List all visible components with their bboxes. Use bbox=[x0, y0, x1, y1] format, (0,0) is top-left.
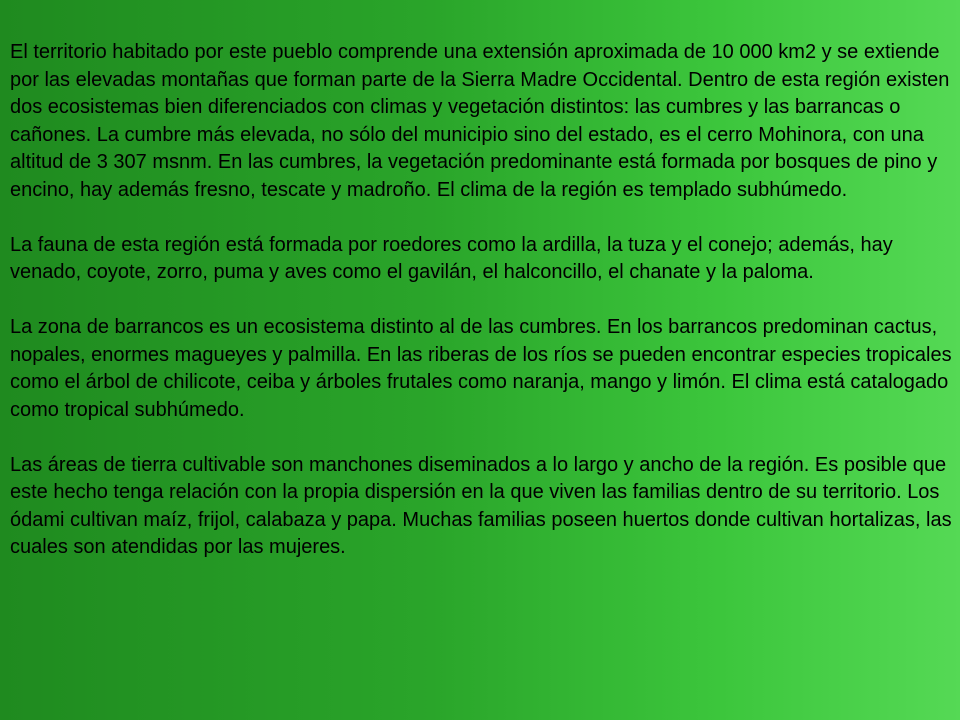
paragraph-fauna: La fauna de esta región está formada por roedores como la ardilla, la tuza y el conejo; además, hay venado, coyote, zorro, puma y aves como el gavilán, el halconcillo, el chanate y la paloma. bbox=[10, 233, 893, 283]
slide-text-body bbox=[10, 39, 952, 562]
paragraph-ravines: La zona de barrancos es un ecosistema distinto al de las cumbres. En los barrancos predominan cactus, nopales, enormes magueyes y palmilla. En las riberas de los ríos se pueden encontrar especies tropicales como el árbol de chilicote, ceiba y árboles frutales como naranja, mango y limón. El clima está catalogado como tropical subhúmedo. bbox=[10, 316, 952, 421]
paragraph-agriculture: Las áreas de tierra cultivable son manchones diseminados a lo largo y ancho de la región. Es posible que este hecho tenga relación con la propia dispersión en la que viven las familias dentro de su territorio. Los ódami cultivan maíz, frijol, calabaza y papa. Muchas familias poseen huertos donde cultivan hortalizas, las cuales son atendidas por las mujeres. bbox=[10, 453, 952, 558]
paragraph-territory: El territorio habitado por este pueblo comprende una extensión aproximada de 10 000 km2 y se extiende por las elevadas montañas que forman parte de la Sierra Madre Occidental. Dentro de esta región existen dos ecosistemas bien diferenciados con climas y vegetación distintos: las cumbres y las barrancas o cañones. La cumbre más elevada, no sólo del municipio sino del estado, es el cerro Mohinora, con una altitud de 3 307 msnm. En las cumbres, la vegetación predominante está formada por bosques de pino y encino, hay además fresno, tescate y madroño. El clima de la región es templado subhúmedo. bbox=[10, 41, 950, 201]
